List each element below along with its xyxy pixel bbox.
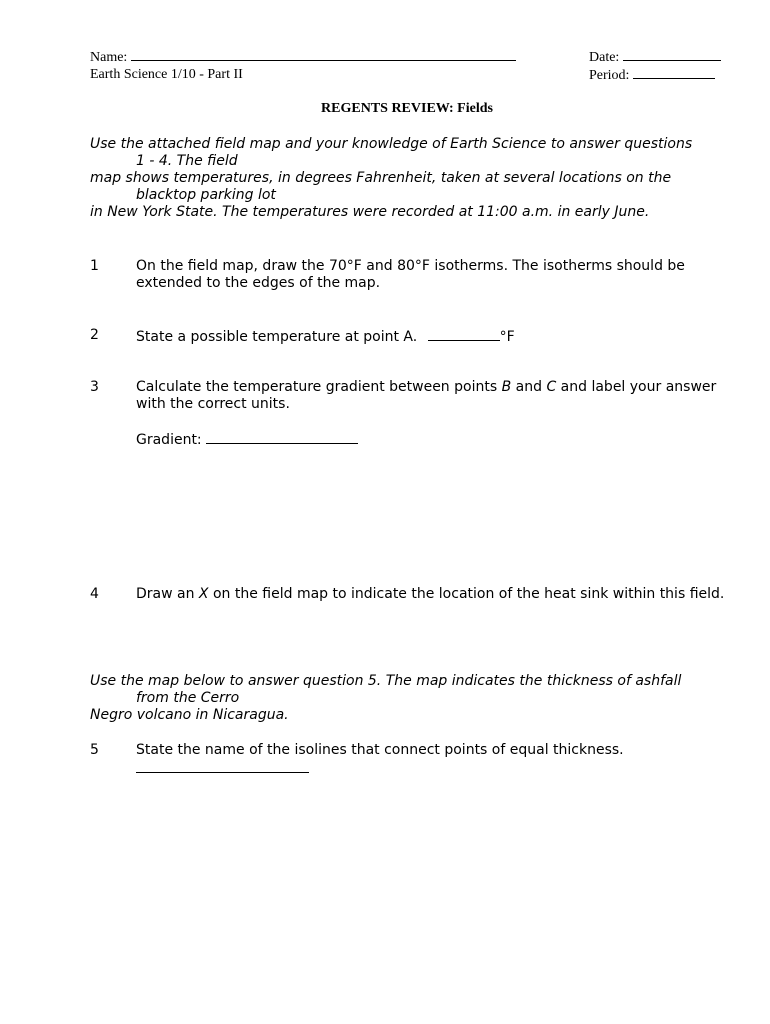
name-label: Name: — [90, 50, 128, 65]
question-number: 4 — [90, 586, 99, 602]
intro-line: blacktop parking lot — [136, 187, 276, 203]
period-field[interactable] — [633, 66, 715, 79]
question-prompt: Draw an — [136, 586, 199, 602]
gradient-label: Gradient: — [136, 432, 202, 448]
name-row — [90, 48, 516, 66]
intro-line: Use the attached field map and your knowledge of Earth Science to answer questions — [90, 136, 693, 152]
intro-line: in New York State. The temperatures were recorded at 11:00 a.m. in early June. — [90, 204, 650, 220]
point-label: B — [501, 379, 512, 395]
name-field[interactable] — [131, 48, 516, 61]
point-label: C — [546, 379, 557, 395]
question-text — [136, 586, 730, 603]
isoline-answer-field[interactable] — [136, 759, 309, 773]
student-header — [90, 48, 516, 83]
question-text: State the name of the isolines that connect points of equal thickness. — [136, 742, 624, 758]
intro-line: Use the map below to answer question 5. The map indicates the thickness of ashfall — [90, 673, 682, 689]
question-prompt: State a possible temperature at point A. — [136, 329, 418, 345]
period-label: Period: — [589, 68, 630, 83]
temperature-answer-field[interactable] — [428, 327, 500, 341]
intro-ashfall-instructions — [90, 673, 730, 724]
intro-line: from the Cerro — [136, 690, 240, 706]
intro-line: 1 - 4. The field — [136, 153, 238, 169]
date-field[interactable] — [623, 48, 721, 61]
answer-row — [136, 759, 730, 778]
question-number: 5 — [90, 742, 99, 758]
intro-line: Negro volcano in Nicaragua. — [90, 707, 289, 723]
intro-line: map shows temperatures, in degrees Fahrenheit, taken at several locations on the — [90, 170, 672, 186]
question-2 — [90, 327, 730, 346]
gradient-row — [136, 430, 730, 449]
date-period-header — [589, 48, 721, 84]
course-label: Earth Science 1/10 - Part II — [90, 67, 243, 82]
question-number: 3 — [90, 379, 99, 395]
question-4 — [90, 586, 730, 603]
question-number: 2 — [90, 327, 99, 343]
question-1 — [90, 258, 730, 292]
intro-fields-instructions — [90, 136, 730, 221]
unit-label: °F — [499, 329, 515, 345]
question-number: 1 — [90, 258, 99, 274]
question-prompt: and label your answer with the correct units. — [136, 379, 717, 412]
question-text — [136, 379, 730, 413]
question-prompt: and — [511, 379, 547, 395]
question-prompt: Calculate the temperature gradient between points — [136, 379, 502, 395]
gradient-answer-field[interactable] — [206, 430, 358, 444]
question-5 — [90, 742, 730, 778]
question-prompt: on the field map to indicate the location of the heat sink within this field. — [208, 586, 725, 602]
question-text — [136, 327, 730, 346]
period-row — [589, 66, 721, 84]
question-3 — [90, 379, 730, 449]
date-label: Date: — [589, 50, 620, 65]
page-title: REGENTS REVIEW: Fields — [321, 101, 493, 116]
date-row — [589, 48, 721, 66]
mark-label: X — [198, 586, 209, 602]
question-text: On the field map, draw the 70°F and 80°F isotherms. The isotherms should be extended to the edges of the map. — [136, 258, 685, 291]
